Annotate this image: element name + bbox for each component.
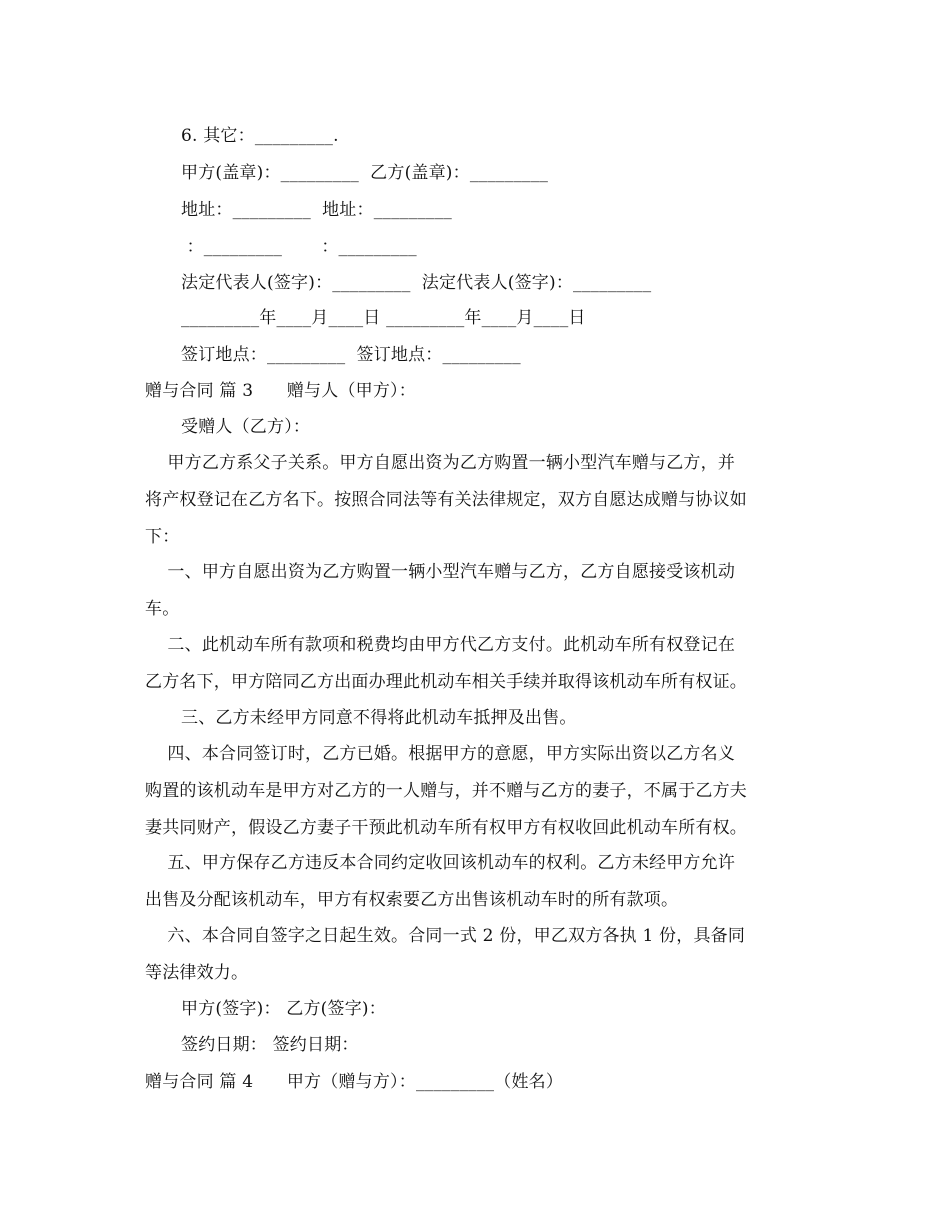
donee-line: 受赠人（乙方）： [181, 417, 311, 437]
signing-place-line: 签订地点：_________ 签订地点：_________ [181, 345, 521, 365]
section-3-title: 赠与合同 篇 3 赠与人（甲方）： [145, 381, 416, 401]
clause-3: 三、乙方未经甲方同意不得将此机动车抵押及出售。 [181, 708, 577, 728]
legal-rep-line: 法定代表人(签字)：_________ 法定代表人(签字)：_________ [181, 273, 652, 293]
contact-line: ：_________ ：_________ [181, 237, 417, 257]
seal-line: 甲方(盖章)：_________ 乙方(盖章)：_________ [181, 163, 549, 183]
document-page: 6. 其它：_________. 甲方(盖章)：_________ 乙方(盖章)：_________ 地址：_________ 地址：_________ ：_________ ：_________ 法定代表人(签字)：_________ 法定代表人(签字)：_________ _________年____月____日 _________年____月____日 签订地点：_________ 签订地点：_________ 赠与合同 篇 3 赠与人（甲方）： 受赠人（乙方）： 甲方乙方系父子关系。甲方自愿出资为乙方购置一辆小型汽车赠与乙方，并 将产权登记在乙方名下。按照合同法等有关法律规定，双方自愿达成赠与协议如 下： 一、甲方自愿出资为乙方购置一辆小型汽车赠与乙方，乙方自愿接受该机动 车。 二、此机动车所有款项和税费均由甲方代乙方支付。此机动车所有权登记在 乙方名下，甲方陪同乙方出面办理此机动车相关手续并取得该机动车所有权证。 三、乙方未经甲方同意不得将此机动车抵押及出售。 四、本合同签订时，乙方已婚。根据甲方的意愿，甲方实际出资以乙方名义 购置的该机动车是甲方对乙方的一人赠与，并不赠与乙方的妻子，不属于乙方夫 妻共同财产，假设乙方妻子干预此机动车所有权甲方有权收回此机动车所有权。 五、甲方保存乙方违反本合同约定收回该机动车的权利。乙方未经甲方允许 出售及分配该机动车，甲方有权索要乙方出售该机动车时的所有款项。 六、本合同自签字之日起生效。合同一式 2 份，甲乙双方各执 1 份，具备同 等法律效力。 甲方(签字)： 乙方(签字)： 签约日期： 签约日期： 赠与合同 篇 4 甲方（赠与方）：_________（姓名） [0, 0, 950, 1230]
signature-line: 甲方(签字)： 乙方(签字)： [181, 999, 386, 1019]
section-4-title: 赠与合同 篇 4 甲方（赠与方）：_________（姓名） [145, 1072, 564, 1092]
other-terms-line: 6. 其它：_________. [181, 126, 339, 146]
address-line: 地址：_________ 地址：_________ [181, 200, 453, 220]
date-line: _________年____月____日 _________年____月____日 [181, 308, 586, 328]
sign-date-line: 签约日期： 签约日期： [181, 1035, 359, 1055]
